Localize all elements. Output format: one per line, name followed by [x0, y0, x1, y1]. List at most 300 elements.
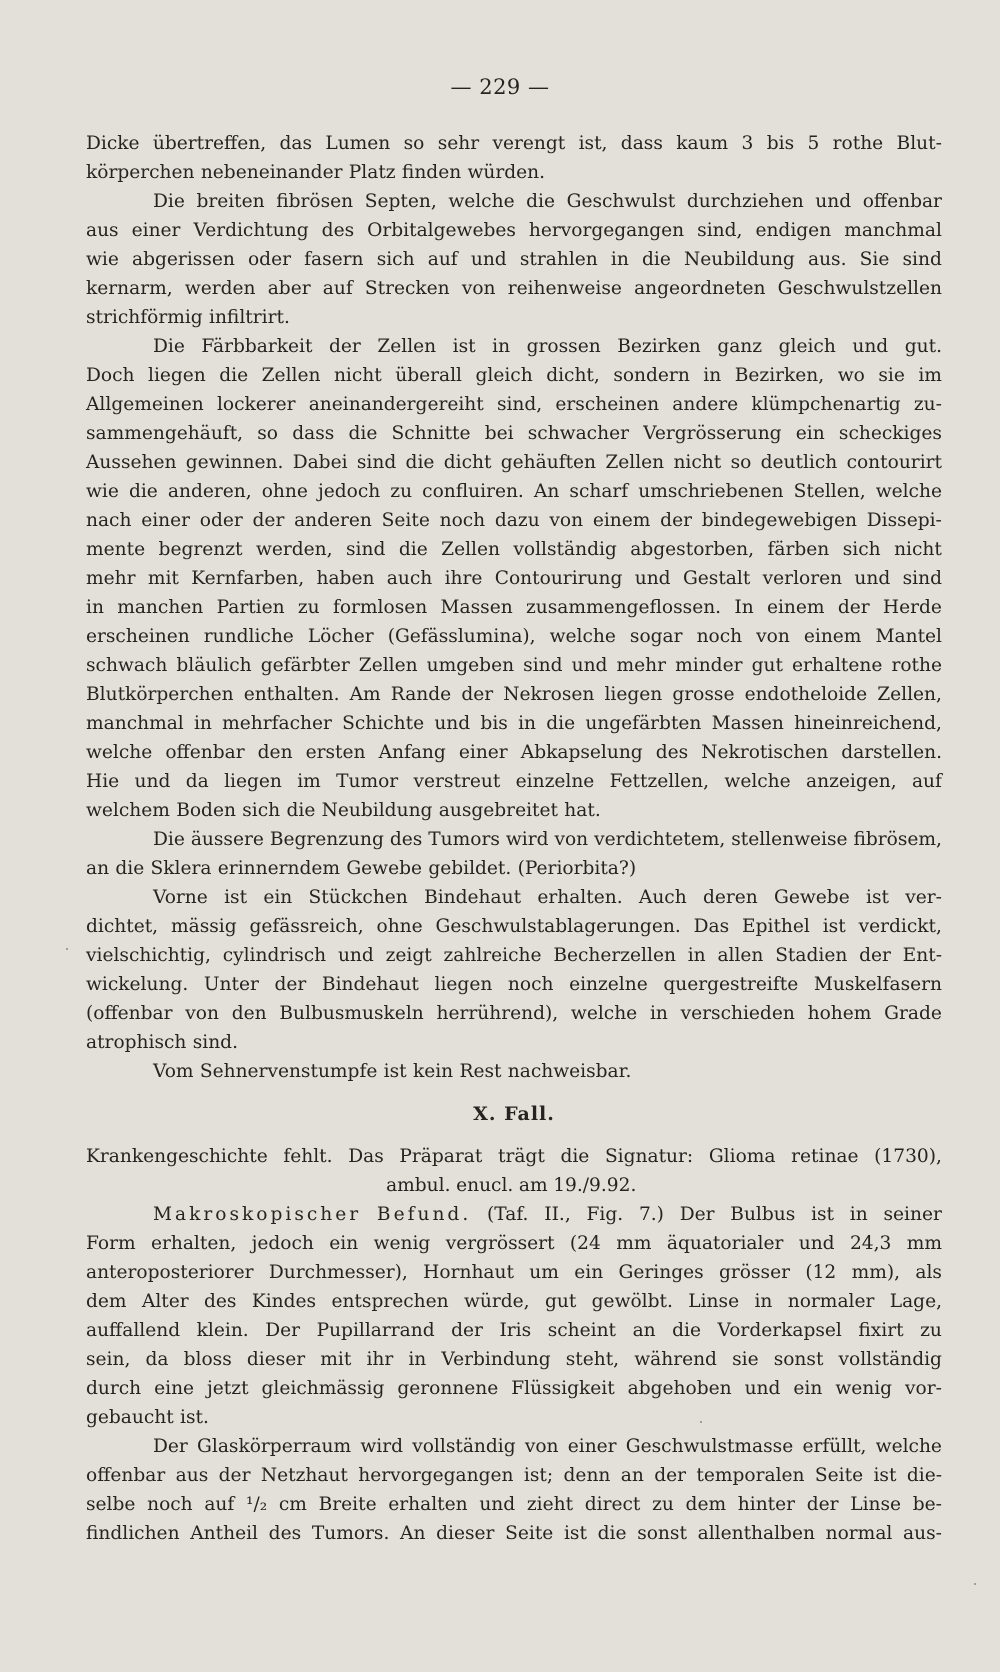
word: bei — [484, 423, 514, 444]
paper-speck — [700, 1421, 702, 1423]
word: Zellen — [377, 336, 437, 357]
word: sind, — [697, 220, 743, 241]
word: Abkapselung — [520, 742, 643, 763]
word: Der — [265, 1320, 301, 1341]
word: Stadien — [775, 945, 848, 966]
word: verengt — [492, 133, 566, 154]
text-line — [86, 245, 942, 274]
text-line — [86, 274, 942, 303]
word: auf — [427, 249, 458, 270]
word: Herde — [882, 597, 942, 618]
text-line — [86, 709, 942, 738]
word: und — [634, 568, 671, 589]
word: auffallend — [86, 1320, 181, 1341]
word: kaum — [676, 133, 729, 154]
word: nicht — [333, 365, 382, 386]
word: mehrfacher — [222, 713, 332, 734]
text-line — [86, 361, 942, 390]
word: in — [687, 945, 706, 966]
word: confluiren. — [422, 481, 524, 502]
word: Geschwulstzellen — [777, 278, 942, 299]
word: sind — [902, 249, 942, 270]
word: und — [337, 945, 374, 966]
word: der — [461, 684, 494, 705]
word: wickelung. — [86, 974, 189, 995]
word: Dissepi- — [866, 510, 942, 531]
word: Zellen — [605, 452, 665, 473]
word: gleichmässig — [261, 1378, 385, 1399]
word: Seite — [505, 1523, 554, 1544]
word: nicht — [673, 452, 722, 473]
word: in — [408, 1349, 427, 1370]
word: von — [185, 1003, 219, 1024]
word: ist. — [180, 1407, 209, 1428]
word: findlichen — [86, 1523, 180, 1544]
word: contourirt — [846, 452, 942, 473]
word: erscheinen — [86, 626, 190, 647]
word: da — [185, 771, 209, 792]
word: ihre — [444, 568, 483, 589]
word: ver- — [905, 887, 942, 908]
word: in — [86, 597, 104, 618]
word: kernarm, — [86, 278, 173, 299]
text-line — [86, 1142, 942, 1171]
word: Massen — [711, 713, 784, 734]
word: allenthalben — [697, 1523, 815, 1544]
word: schwacher — [527, 423, 629, 444]
word: dicht, — [546, 365, 600, 386]
word: dieser — [436, 1523, 495, 1544]
word: grosse — [672, 684, 735, 705]
text-line — [86, 593, 942, 622]
word: ohne — [261, 481, 308, 502]
word: ambul. — [386, 1175, 451, 1196]
word: da — [145, 1349, 169, 1370]
word: Durchmesser), — [268, 1262, 408, 1283]
text-line — [86, 1287, 942, 1316]
word: 19./9.92. — [553, 1175, 637, 1196]
word: Der — [679, 1204, 715, 1225]
word: Doch — [86, 365, 135, 386]
word: mit — [147, 568, 179, 589]
word: sammengehäuft, — [86, 423, 244, 444]
word: scheckiges — [838, 423, 942, 444]
text-line — [86, 1316, 942, 1345]
word: Krankengeschichte — [86, 1146, 268, 1167]
word: scharf — [569, 481, 629, 502]
text-line — [86, 999, 942, 1028]
word: mehr — [86, 568, 136, 589]
word: aus- — [903, 1523, 942, 1544]
word: Breite — [318, 1494, 377, 1515]
word: sind — [523, 655, 563, 676]
word: in — [649, 1003, 668, 1024]
word: auf — [204, 1494, 235, 1515]
word: umgeben — [426, 655, 515, 676]
word: gleich — [475, 365, 533, 386]
word: verschieden — [680, 1003, 795, 1024]
word: gut — [544, 1291, 577, 1312]
word: Flüssigkeit — [511, 1378, 615, 1399]
word: so — [257, 423, 279, 444]
paragraph — [86, 129, 942, 187]
word: Signatur: — [604, 1146, 694, 1167]
word: erfüllt, — [802, 1436, 867, 1457]
word: Nekrotischen — [701, 742, 829, 763]
word: erscheinen — [555, 394, 660, 415]
word: angeordneten — [634, 278, 766, 299]
word: jedoch — [317, 481, 381, 502]
word: 5 — [807, 133, 820, 154]
word: wird — [505, 829, 549, 850]
word: ganz — [717, 336, 763, 357]
word: Allgemeinen — [86, 394, 204, 415]
word: einem — [803, 626, 862, 647]
word: dass — [292, 423, 335, 444]
word: enthalten. — [243, 684, 340, 705]
word: minder — [675, 655, 743, 676]
word: hat. — [564, 800, 601, 821]
word: gebildet. — [428, 858, 512, 879]
word: fehlt. — [283, 1146, 333, 1167]
word: Blutkörperchen — [86, 684, 234, 705]
word: die — [348, 423, 378, 444]
word: be- — [912, 1494, 942, 1515]
word: sie — [732, 1349, 759, 1370]
word: verloren — [762, 568, 843, 589]
word: herrührend), — [436, 1003, 559, 1024]
word: nachweisbar. — [507, 1061, 632, 1082]
word: Linse — [850, 1494, 902, 1515]
word: liegen — [434, 974, 493, 995]
word: Anfang — [378, 742, 446, 763]
word: ungefärbten — [585, 713, 702, 734]
word: die — [115, 858, 145, 879]
paper-speck — [66, 948, 68, 950]
paragraph — [86, 883, 942, 1057]
word: die — [560, 1146, 590, 1167]
word: an — [620, 1465, 644, 1486]
word: anzeigen, — [806, 771, 897, 792]
word: Gestalt — [682, 568, 751, 589]
word: Der — [153, 1436, 188, 1457]
paragraph — [86, 332, 942, 825]
word: Vorne — [153, 887, 208, 908]
word: wo — [837, 365, 865, 386]
word: werden, — [255, 539, 333, 560]
paper-speck — [974, 1583, 976, 1585]
word: Vom — [153, 1061, 194, 1082]
word: welche — [549, 626, 616, 647]
word: aus. — [807, 249, 847, 270]
word: auf — [322, 278, 353, 299]
word: Vergrösserung — [643, 423, 782, 444]
word: Boden — [176, 800, 236, 821]
word: der — [218, 1465, 251, 1486]
word: Glioma — [708, 1146, 776, 1167]
word: II., — [544, 1204, 571, 1225]
word: und — [571, 655, 608, 676]
word: Begrenzung — [269, 829, 384, 850]
word: bis — [766, 133, 795, 154]
text-line — [86, 1374, 942, 1403]
word: der — [837, 597, 870, 618]
word: (12 — [805, 1262, 837, 1283]
word: Das — [348, 1146, 384, 1167]
text-line — [86, 796, 942, 825]
word: hohem — [807, 1003, 872, 1024]
word: fibrösem, — [853, 829, 942, 850]
word: einem — [592, 510, 651, 531]
text-line — [86, 1171, 942, 1200]
paragraph — [86, 1432, 942, 1548]
word: gleich — [778, 336, 836, 357]
word: fibrösen — [276, 191, 354, 212]
word: denn — [563, 1465, 611, 1486]
word: die — [642, 249, 671, 270]
text-line — [86, 883, 942, 912]
word: anderen, — [167, 481, 252, 502]
word: des — [389, 829, 423, 850]
word: ein — [793, 1378, 823, 1399]
word: Schnitte — [391, 423, 471, 444]
word: hineinreichend, — [794, 713, 942, 734]
word: Seite — [814, 1465, 864, 1486]
word: Geschwulst — [566, 191, 676, 212]
word: in — [518, 713, 536, 734]
word: deren — [702, 887, 758, 908]
word: grösser — [719, 1262, 790, 1283]
word: Unter — [203, 974, 259, 995]
word: gut — [751, 655, 783, 676]
word: atrophisch — [86, 1032, 187, 1053]
word: Bezirken — [617, 336, 701, 357]
word: trägt — [497, 1146, 545, 1167]
word: deutlich — [760, 452, 838, 473]
word: von — [461, 278, 496, 299]
word: erhalten — [388, 1494, 468, 1515]
word: äussere — [190, 829, 264, 850]
word: ein — [795, 423, 825, 444]
text-line — [86, 1490, 942, 1519]
word: endotheloide — [744, 684, 868, 705]
word: ist — [452, 336, 476, 357]
word: quergestreifte — [663, 974, 799, 995]
word: im — [297, 771, 321, 792]
word: ausgebreitet — [438, 800, 558, 821]
word: an — [86, 858, 110, 879]
word: ist — [811, 1204, 835, 1225]
word: Sklera — [150, 858, 212, 879]
word: rundliche — [203, 626, 294, 647]
text-line — [86, 1461, 942, 1490]
word: von — [554, 829, 589, 850]
word: gefärbter — [260, 655, 350, 676]
word: Befund. — [376, 1204, 472, 1225]
word: einer — [458, 742, 508, 763]
word: zu — [390, 481, 413, 502]
word: dem — [86, 1291, 127, 1312]
word: einer — [567, 1436, 617, 1457]
word: manchen — [117, 597, 204, 618]
word: stellenweise — [731, 829, 848, 850]
word: klein. — [196, 1320, 249, 1341]
word: begrenzt — [158, 539, 243, 560]
word: zu- — [913, 394, 942, 415]
word: offenbar — [86, 1465, 166, 1486]
word: die — [286, 800, 316, 821]
text-line — [86, 1345, 942, 1374]
word: grossen — [526, 336, 601, 357]
word: umschriebenen — [638, 481, 784, 502]
word: bis — [480, 713, 508, 734]
word: sich — [376, 249, 415, 270]
text-line — [86, 390, 942, 419]
word: anderen — [294, 510, 372, 531]
word: sind — [902, 568, 942, 589]
word: Fig. — [586, 1204, 624, 1225]
word: der — [252, 510, 285, 531]
word: vollständig — [838, 1349, 942, 1370]
word: sich — [842, 539, 881, 560]
word: Becherzellen — [553, 945, 676, 966]
word: Rest — [459, 1061, 502, 1082]
word: Geringes — [618, 1262, 704, 1283]
word: ist — [866, 887, 889, 908]
word: Sehnervenstumpfe — [199, 1061, 378, 1082]
word: welche — [570, 1003, 638, 1024]
word: noch — [696, 626, 743, 647]
word: zeigt — [385, 945, 432, 966]
word: erhalten. — [537, 887, 623, 908]
word: Mantel — [875, 626, 942, 647]
word: Bindehaut — [424, 887, 522, 908]
word: wenig — [835, 1378, 893, 1399]
word: der — [274, 974, 307, 995]
word: gut. — [904, 336, 942, 357]
word: jedoch — [251, 1233, 314, 1254]
paragraph — [86, 187, 942, 332]
word: vollständig — [412, 1436, 516, 1457]
word: geronnene — [397, 1378, 499, 1399]
text-line — [86, 332, 942, 361]
word: bläulich — [176, 655, 252, 676]
word: fixirt — [858, 1320, 904, 1341]
word: Stückchen — [308, 887, 408, 908]
word: Zellen — [441, 539, 500, 560]
paragraph — [86, 1142, 942, 1200]
word: ist — [224, 887, 248, 908]
word: seiner — [883, 1204, 942, 1225]
word: Bulbus — [730, 1204, 796, 1225]
word: (Periorbita?) — [517, 858, 637, 879]
word: auf — [911, 771, 942, 792]
word: Orbitalgewebes — [367, 220, 516, 241]
word: und — [744, 1378, 781, 1399]
word: aus — [175, 1465, 209, 1486]
word: 7.) — [638, 1204, 664, 1225]
word: werden — [184, 278, 256, 299]
word: verdickt, — [858, 916, 942, 937]
word: liegen — [148, 365, 206, 386]
word: im — [918, 365, 942, 386]
word: dem — [685, 1494, 727, 1515]
word: einzelne — [515, 771, 595, 792]
word: so — [730, 452, 752, 473]
word: Verbindung — [441, 1349, 551, 1370]
text-line — [86, 477, 942, 506]
word: erhaltene — [792, 655, 883, 676]
word: von — [524, 1436, 559, 1457]
word: Antheil — [190, 1523, 258, 1544]
word: zahlreiche — [443, 945, 542, 966]
text-line — [86, 506, 942, 535]
word: An — [400, 1523, 426, 1544]
word: eine — [154, 1378, 195, 1399]
text-line — [86, 1057, 942, 1086]
word: und — [479, 1494, 516, 1515]
word: selbe — [86, 1494, 136, 1515]
word: lockerer — [216, 394, 296, 415]
word: Dabei — [292, 452, 348, 473]
word: Tumors — [428, 829, 500, 850]
word: um — [529, 1262, 559, 1283]
text-line — [86, 651, 942, 680]
word: zieht — [526, 1494, 574, 1515]
word: normaler — [787, 1291, 875, 1312]
text-line — [86, 216, 942, 245]
word: Tumor — [336, 771, 399, 792]
text-line — [86, 1200, 942, 1229]
text-line — [86, 767, 942, 796]
word: in — [703, 365, 722, 386]
word: anteroposteriorer — [86, 1262, 254, 1283]
word: der — [806, 1494, 839, 1515]
text-line — [86, 187, 942, 216]
word: oder — [199, 510, 243, 531]
word: äquatorialer — [666, 1233, 784, 1254]
word: in — [193, 713, 212, 734]
word: des — [268, 1523, 302, 1544]
word: der — [859, 945, 891, 966]
word: ist — [822, 916, 846, 937]
word: zu — [920, 1320, 942, 1341]
word: ein — [263, 887, 293, 908]
text-line — [86, 738, 942, 767]
word: An — [533, 481, 560, 502]
word: die — [128, 481, 158, 502]
word: vollständig — [513, 539, 617, 560]
word: erhalten, — [150, 1233, 237, 1254]
word: hervorgegangen — [358, 1465, 514, 1486]
word: welche — [875, 1436, 942, 1457]
word: (Gefässlumina), — [387, 626, 536, 647]
word: welche — [724, 771, 791, 792]
text-line — [86, 1258, 942, 1287]
word: wie — [86, 481, 119, 502]
text-line — [86, 941, 942, 970]
word: Fettzellen, — [609, 771, 710, 792]
word: ist; — [523, 1465, 554, 1486]
word: strahlen — [519, 249, 598, 270]
word: sonst — [637, 1523, 687, 1544]
word: der — [660, 510, 692, 531]
word: einzelne — [569, 974, 648, 995]
word: Pupillarrand — [316, 1320, 435, 1341]
word: enucl. — [456, 1175, 514, 1196]
word: durchziehen — [686, 191, 804, 212]
word: der — [654, 1465, 687, 1486]
